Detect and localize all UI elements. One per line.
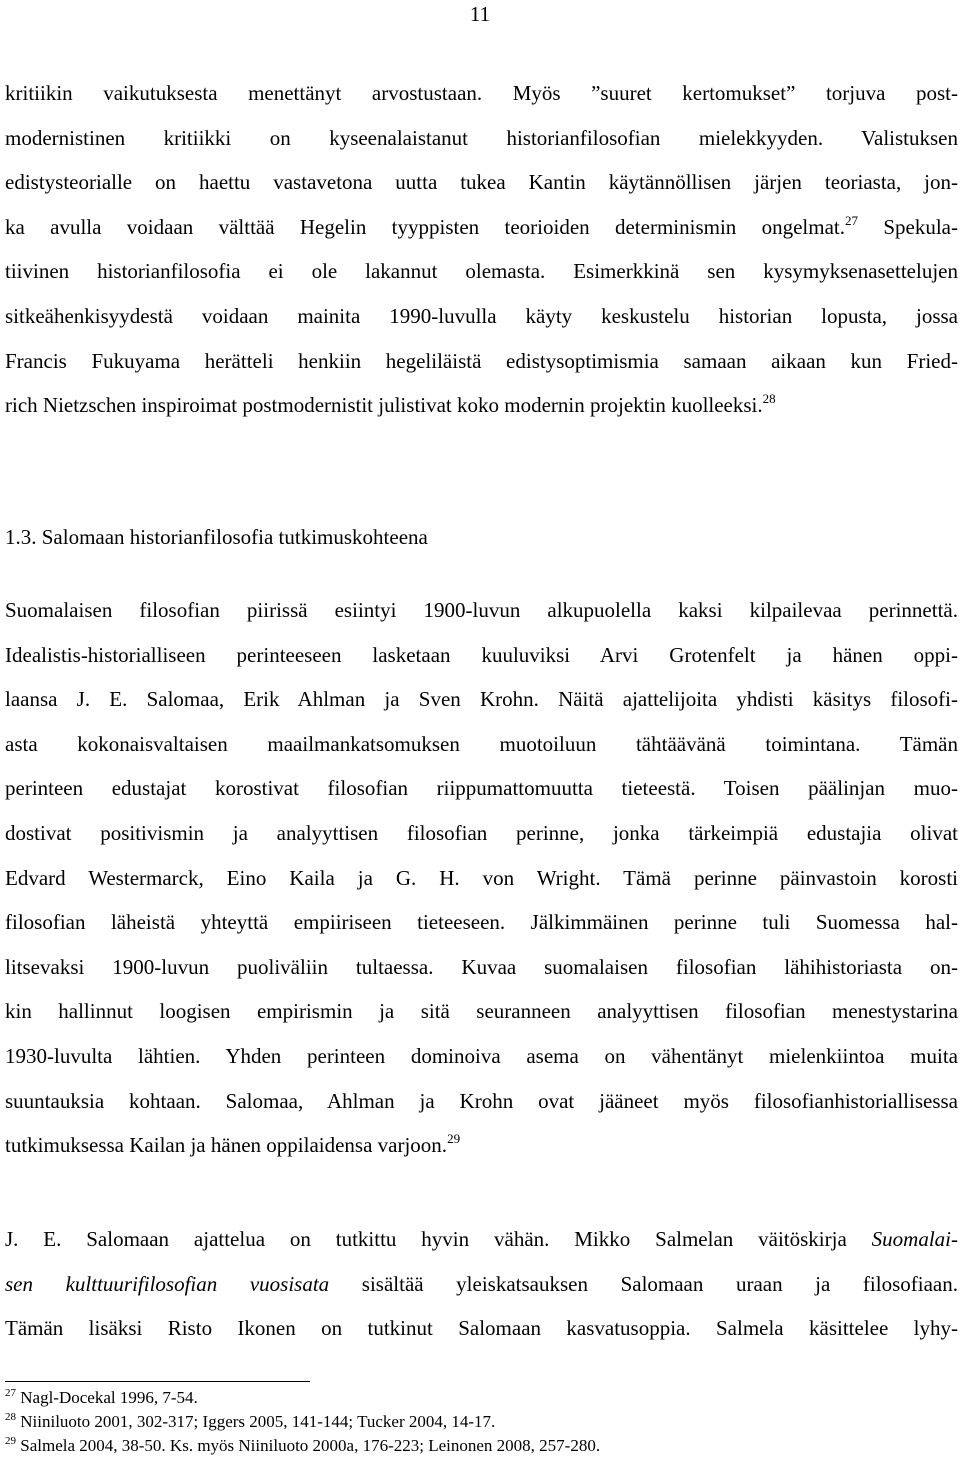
footnote-number: 27 [5, 1387, 16, 1399]
text-line: Tämän lisäksi Risto Ikonen on tutkinut Salomaan kasvatusoppia. Salmela käsittelee lyhy- [5, 1316, 958, 1341]
paragraph-2 [5, 588, 958, 1168]
text-line: Francis Fukuyama herätteli henkiin hegeliläistä edistysoptimismia samaan aikaan kun Fried- [5, 348, 958, 373]
footnote-divider [5, 1381, 310, 1382]
footnote-ref-27[interactable]: 27 [845, 212, 859, 228]
footnotes [5, 1386, 600, 1458]
text-line [5, 1123, 958, 1168]
footnote-number: 28 [5, 1411, 16, 1423]
text-line: laansa J. E. Salomaa, Erik Ahlman ja Sven Krohn. Näitä ajattelijoita yhdisti käsitys filosofi- [5, 687, 958, 712]
text-line: tiivinen historianfilosofia ei ole lakannut olemasta. Esimerkkinä sen kysymyksenasettelujen [5, 259, 958, 284]
text-segment: Spekula- [883, 214, 958, 239]
text-line: 1930-luvulta lähtien. Yhden perinteen dominoiva asema on vähentänyt mielenkiintoa muita [5, 1043, 958, 1068]
paragraph-3 [5, 1217, 958, 1351]
text-line [5, 1262, 958, 1307]
text-segment: rich Nietzschen inspiroimat postmodernistit julistivat koko modernin projektin kuolleeksi. [5, 393, 763, 418]
footnote-text: Niiniluoto 2001, 302-317; Iggers 2005, 141-144; Tucker 2004, 14-17. [20, 1412, 496, 1431]
paragraph-1 [5, 71, 958, 428]
page-number: 11 [469, 2, 491, 26]
text-line: Idealistis-historialliseen perinteeseen lasketaan kuuluviksi Arvi Grotenfelt ja hänen oppi- [5, 642, 958, 667]
text-line: suuntauksia kohtaan. Salomaa, Ahlman ja Krohn ovat jääneet myös filosofianhistoriallisessa [5, 1088, 958, 1113]
footnote-27 [5, 1386, 600, 1410]
text-line: Suomalaisen filosofian piirissä esiintyi 1900-luvun alkupuolella kaksi kilpailevaa perinnettä. [5, 598, 958, 622]
text-line [5, 383, 958, 428]
text-segment: J. E. Salomaan ajattelua on tutkittu hyvin vähän. Mikko Salmelan väitöskirja [5, 1227, 872, 1251]
text-line: kin hallinnut loogisen empirismin ja sitä seuranneen analyyttisen filosofian menestystarina [5, 999, 958, 1024]
text-line: sitkeähenkisyydestä voidaan mainita 1990-luvulla käyty keskustelu historian lopusta, jossa [5, 303, 958, 328]
text-line: dostivat positivismin ja analyyttisen filosofian perinne, jonka tärkeimpiä edustajia olivat [5, 820, 958, 845]
text-line [5, 205, 958, 250]
footnote-number: 29 [5, 1435, 16, 1447]
text-segment: ka avulla voidaan välttää Hegelin tyyppisten teorioiden determinismin ongelmat. [5, 214, 846, 239]
footnote-ref-28[interactable]: 28 [762, 391, 776, 407]
book-title-part: sen kulttuurifilosofian vuosisata [5, 1271, 330, 1296]
text-line: filosofian läheistä yhteyttä empiiriseen tieteeseen. Jälkimmäinen perinne tuli Suomessa hal- [5, 910, 958, 935]
text-line: perinteen edustajat korostivat filosofian riippumattomuutta tieteestä. Toisen päälinjan muo- [5, 776, 958, 801]
text-line: Edvard Westermarck, Eino Kaila ja G. H. von Wright. Tämä perinne päinvastoin korosti [5, 865, 958, 890]
text-line: litsevaksi 1900-luvun puoliväliin tultaessa. Kuvaa suomalaisen filosofian lähihistoriasta on- [5, 954, 958, 979]
text-line: kritiikin vaikutuksesta menettänyt arvostustaan. Myös ”suuret kertomukset” torjuva post- [5, 81, 958, 105]
text-segment: tutkimuksessa Kailan ja hänen oppilaidensa varjoon. [5, 1133, 448, 1158]
text-line: asta kokonaisvaltaisen maailmankatsomuksen muotoiluun tähtäävänä toimintana. Tämän [5, 731, 958, 756]
book-title-part: Suomalai- [871, 1227, 958, 1251]
text-line: edistysteorialle on haettu vastavetona uutta tukea Kantin käytännöllisen järjen teoriasta, jon- [5, 170, 958, 195]
section-heading: 1.3. Salomaan historianfilosofia tutkimuskohteena [5, 525, 428, 549]
text-line [5, 1217, 958, 1262]
footnote-text: Salmela 2004, 38-50. Ks. myös Niiniluoto 2000a, 176-223; Leinonen 2008, 257-280. [20, 1436, 601, 1455]
text-line: modernistinen kritiikki on kyseenalaistanut historianfilosofian mielekkyyden. Valistuksen [5, 125, 958, 150]
footnote-29 [5, 1434, 600, 1458]
footnote-text: Nagl-Docekal 1996, 7-54. [20, 1388, 198, 1407]
footnote-ref-29[interactable]: 29 [447, 1131, 461, 1147]
text-segment: sisältää yleiskatsauksen Salomaan uraan ja filosofiaan. [329, 1271, 958, 1296]
footnote-28 [5, 1410, 600, 1434]
